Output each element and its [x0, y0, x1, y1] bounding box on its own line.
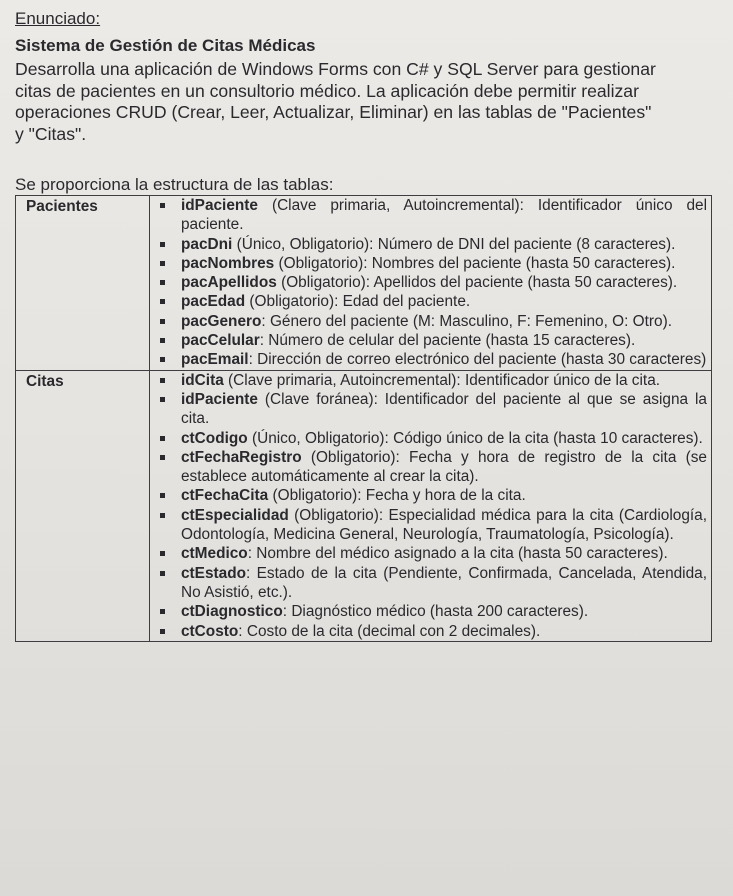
table-row — [16, 370, 712, 641]
field-name: pacEdad — [181, 293, 246, 311]
field-name: pacNombres — [181, 254, 275, 272]
field-name: ctCodigo — [181, 429, 248, 447]
field-item — [172, 544, 707, 563]
field-description: : Nombre del médico asignado a la cita (hasta 50 caracteres). — [247, 545, 668, 563]
field-list-cell — [150, 196, 712, 371]
tables-structure — [15, 195, 712, 642]
field-list-cell — [150, 370, 712, 641]
field-name: idPaciente — [181, 197, 258, 214]
field-item — [172, 602, 707, 621]
field-description: (Clave primaria, Autoincremental): Identificador único del paciente. — [181, 197, 707, 234]
intro-line: Desarrolla una aplicación de Windows Forms con C# y SQL Server para gestionar — [15, 59, 656, 79]
field-name: ctMedico — [181, 545, 248, 563]
field-description: (Obligatorio): Especialidad médica para la cita (Cardiología, Odontología, Medicina General, Neurología, Traumatología, Psicología). — [181, 506, 707, 544]
field-item — [172, 196, 707, 235]
field-item — [172, 371, 707, 390]
field-item — [172, 622, 707, 641]
table-name-citas: Citas — [16, 370, 150, 641]
field-name: pacApellidos — [181, 274, 277, 292]
field-name: pacCelular — [181, 332, 260, 350]
field-name: idCita — [181, 371, 224, 389]
field-item — [172, 486, 707, 505]
field-item — [172, 350, 707, 369]
intro-line: y "Citas". — [15, 123, 87, 144]
field-item — [172, 312, 707, 331]
field-description: : Género del paciente (M: Masculino, F: Femenino, O: Otro). — [261, 312, 672, 330]
field-item — [172, 448, 707, 487]
intro-line: operaciones CRUD (Crear, Leer, Actualizar, Eliminar) en las tablas de "Pacientes" — [15, 102, 652, 122]
field-description: : Costo de la cita (decimal con 2 decimales). — [238, 622, 541, 640]
field-description: (Obligatorio): Nombres del paciente (hasta 50 caracteres). — [274, 254, 676, 272]
field-description: (Único, Obligatorio): Número de DNI del paciente (8 caracteres). — [232, 235, 676, 253]
field-name: ctFechaRegistro — [181, 448, 302, 466]
field-item — [172, 429, 707, 448]
field-name: pacGenero — [181, 312, 262, 330]
field-description: : Diagnóstico médico (hasta 200 caracteres). — [282, 603, 589, 621]
field-name: pacDni — [181, 235, 233, 253]
field-item — [172, 331, 707, 350]
section-label: Enunciado: — [15, 9, 101, 28]
table-caption: Se proporciona la estructura de las tablas: — [15, 175, 334, 194]
field-item — [172, 273, 707, 292]
table-name-pacientes: Pacientes — [16, 196, 150, 371]
field-description: : Número de celular del paciente (hasta 15 caracteres). — [259, 332, 636, 350]
intro-line: citas de pacientes en un consultorio médico. La aplicación debe permitir realizar — [15, 80, 639, 101]
field-description: (Obligatorio): Edad del paciente. — [245, 293, 471, 311]
field-name: pacEmail — [181, 351, 249, 369]
field-item — [172, 506, 707, 545]
page-title: Sistema de Gestión de Citas Médicas — [15, 36, 316, 55]
field-item — [172, 254, 707, 273]
field-description: (Obligatorio): Fecha y hora de la cita. — [268, 487, 526, 505]
field-item — [172, 564, 707, 603]
field-description: (Obligatorio): Fecha y hora de registro de la cita (se establece automáticamente al crear la cita). — [181, 448, 707, 486]
field-list — [172, 196, 707, 370]
field-item — [172, 292, 707, 311]
table-row — [16, 196, 712, 371]
field-description: (Clave foránea): Identificador del paciente al que se asigna la cita. — [181, 390, 707, 428]
field-name: ctCosto — [181, 622, 239, 640]
field-description: : Dirección de correo electrónico del paciente (hasta 30 caracteres) — [248, 351, 707, 369]
field-description: : Estado de la cita (Pendiente, Confirmada, Cancelada, Atendida, No Asistió, etc.). — [181, 564, 707, 601]
field-name: ctEspecialidad — [181, 506, 289, 524]
field-description: (Obligatorio): Apellidos del paciente (hasta 50 caracteres). — [276, 274, 678, 292]
field-item — [172, 390, 707, 429]
field-name: ctDiagnostico — [181, 603, 283, 621]
field-description: (Clave primaria, Autoincremental): Identificador único de la cita. — [223, 371, 661, 389]
field-item — [172, 235, 707, 254]
field-description: (Único, Obligatorio): Código único de la cita (hasta 10 caracteres). — [247, 429, 703, 447]
field-name: ctFechaCita — [181, 487, 269, 505]
intro-paragraph — [15, 59, 720, 145]
field-name: ctEstado — [181, 564, 246, 582]
field-list — [172, 371, 707, 641]
field-name: idPaciente — [181, 390, 258, 408]
